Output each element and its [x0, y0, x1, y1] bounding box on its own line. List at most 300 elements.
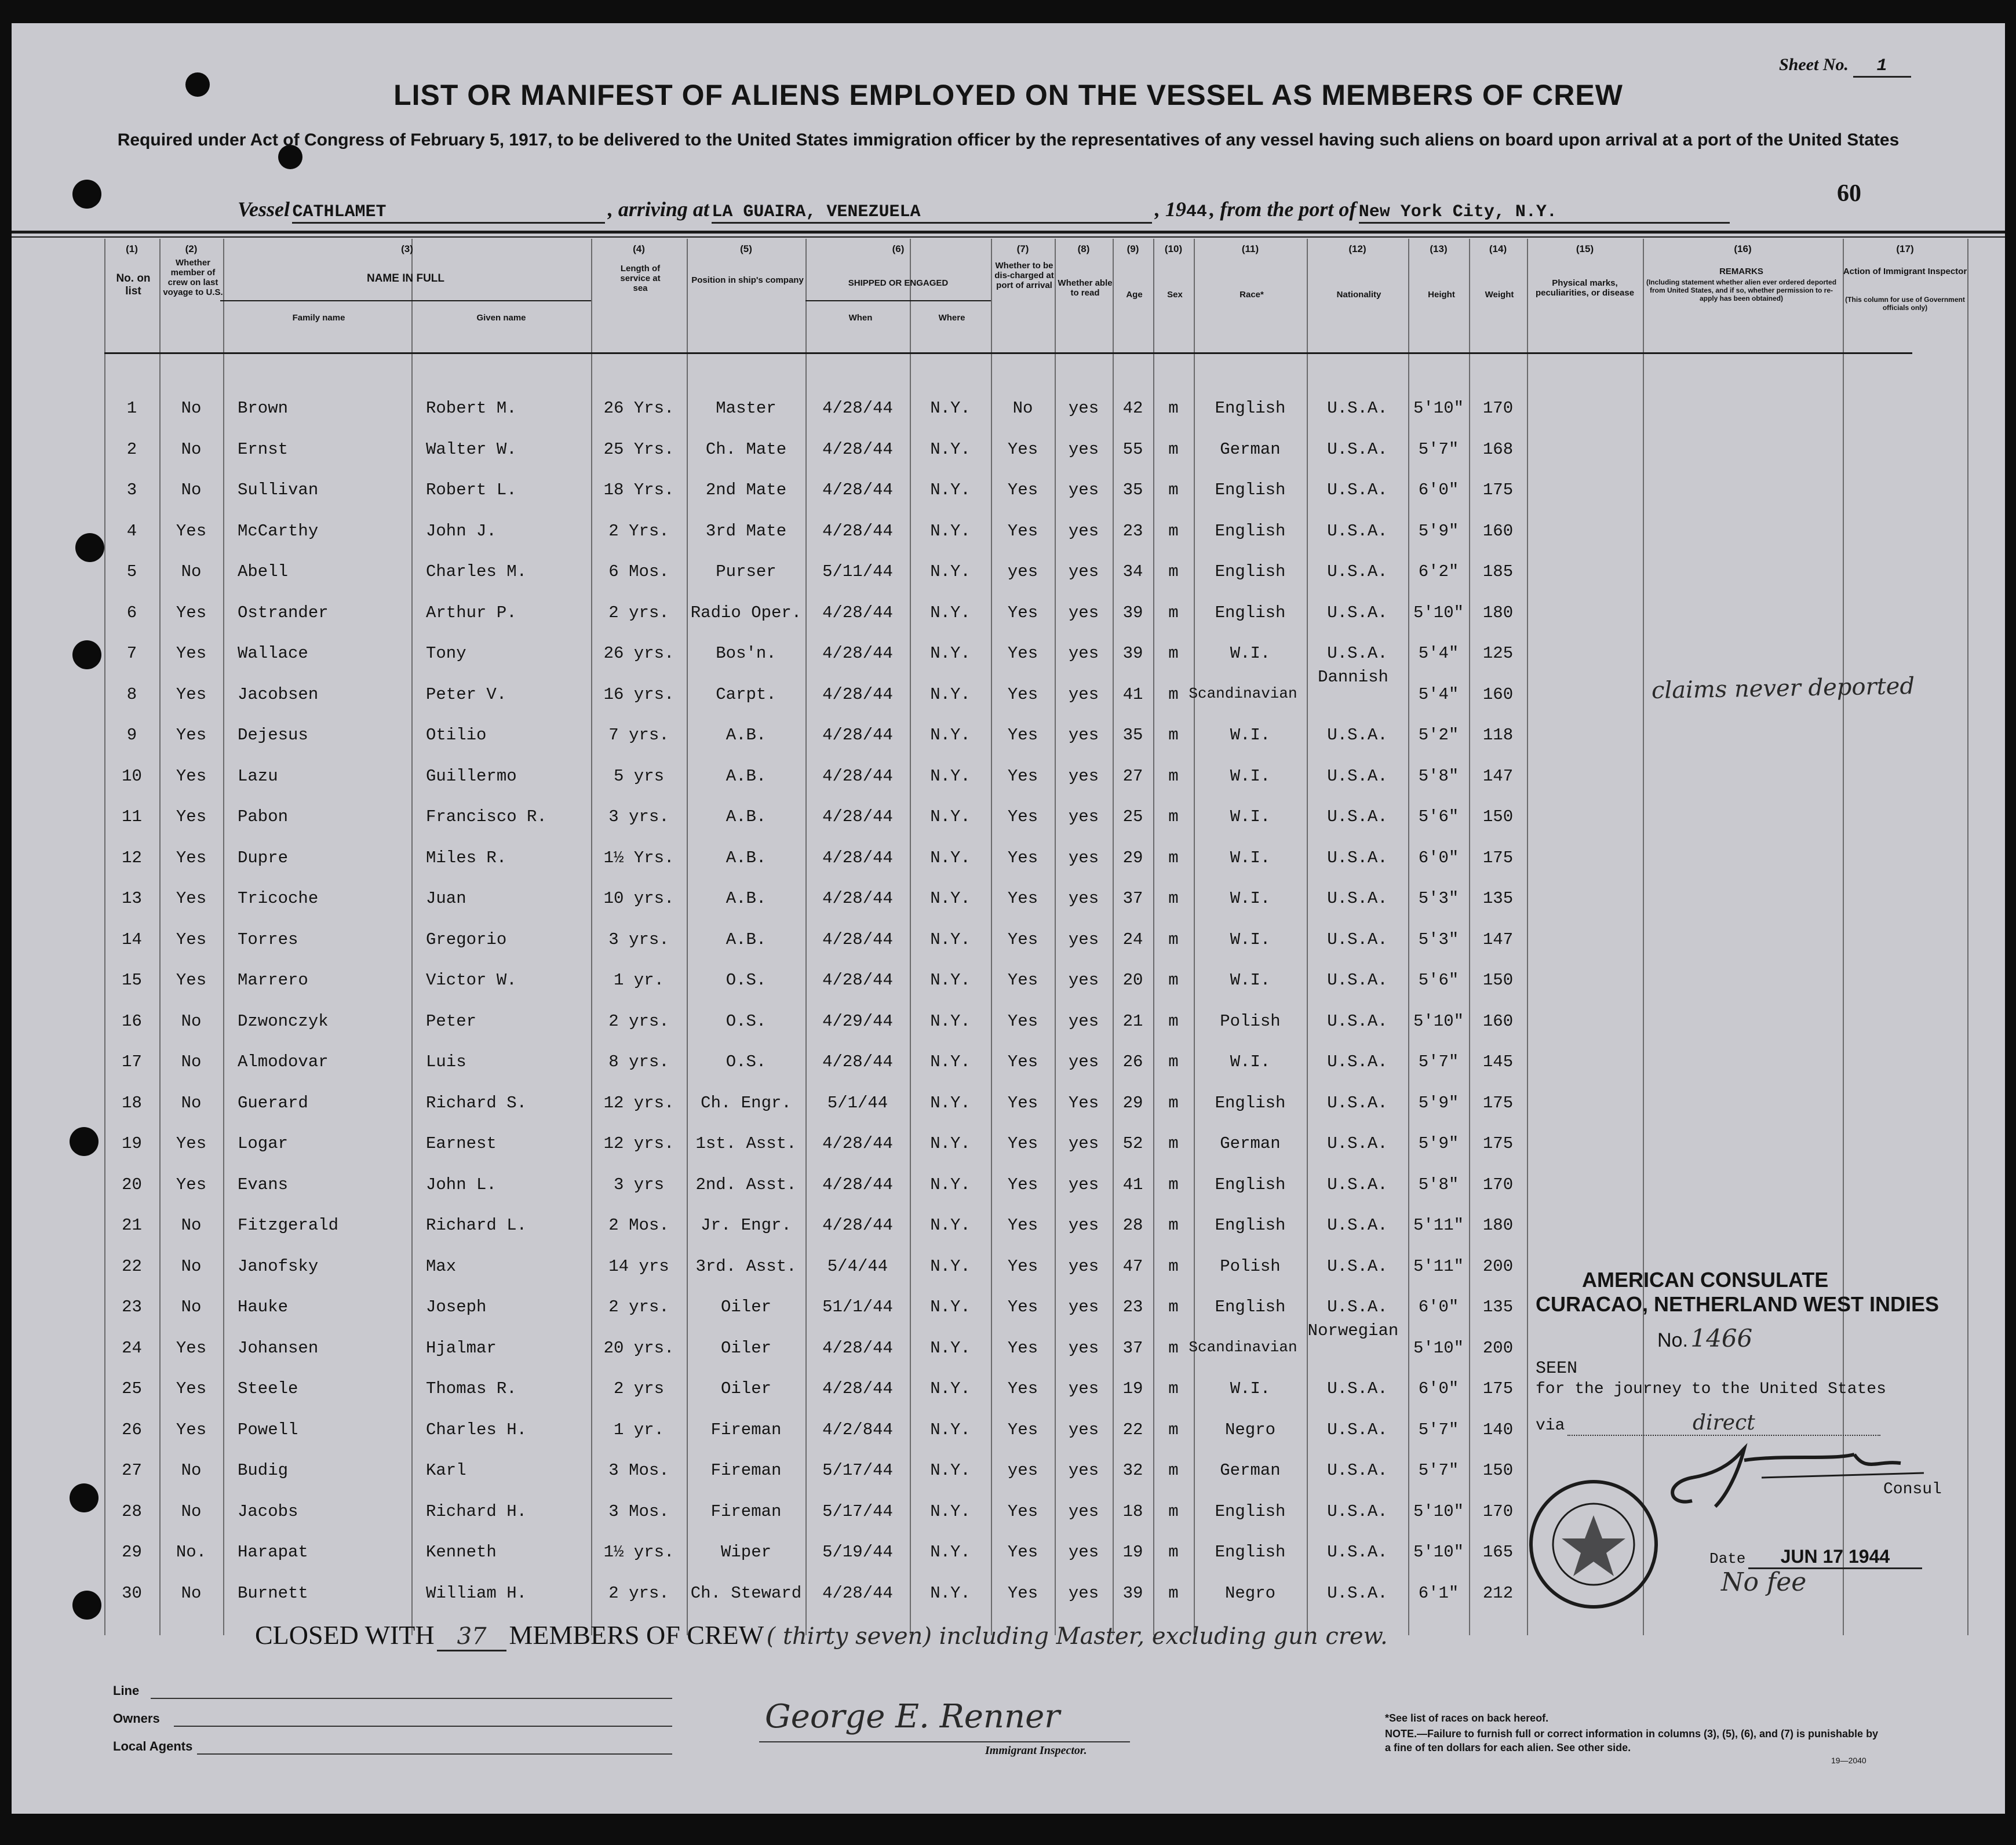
discharged: Yes: [1007, 1052, 1038, 1071]
family-name: Harapat: [238, 1543, 308, 1562]
height: 5'9": [1418, 521, 1459, 541]
weight: 147: [1482, 766, 1514, 786]
service-length: 2 yrs.: [608, 1297, 669, 1317]
prior-voyage: No.: [176, 1543, 207, 1562]
discharged: Yes: [1007, 1583, 1038, 1603]
header-nationality: Nationality: [1336, 290, 1381, 300]
height: 5'6": [1418, 807, 1459, 826]
shipped-when: 4/28/44: [822, 1052, 893, 1071]
weight: 180: [1482, 603, 1514, 622]
given-name: Karl: [426, 1461, 466, 1480]
sex: m: [1168, 889, 1179, 908]
weight: 170: [1482, 1175, 1514, 1194]
sex: m: [1168, 684, 1179, 704]
given-name: Francisco R.: [426, 807, 547, 826]
height: 5'4": [1418, 684, 1459, 704]
consulate-number-value: 1466: [1690, 1324, 1753, 1352]
race: English: [1215, 603, 1286, 622]
height: 5'7": [1418, 1420, 1459, 1439]
shipped-where: N.Y.: [930, 562, 971, 581]
table-row: [12, 803, 2005, 837]
shipped-where: N.Y.: [930, 1501, 971, 1521]
row-number: 30: [122, 1583, 142, 1603]
shipped-when: 5/17/44: [822, 1501, 893, 1521]
voyage-year: 44: [1186, 202, 1207, 222]
service-length: 8 yrs.: [608, 1052, 669, 1071]
column-number: (16): [1734, 243, 1752, 254]
position: Fireman: [710, 1501, 782, 1521]
discharged: Yes: [1007, 1420, 1038, 1439]
shipped-where: N.Y.: [930, 399, 971, 418]
line-label: Line: [113, 1683, 140, 1698]
race: W.I.: [1230, 644, 1271, 663]
discharged: Yes: [1007, 684, 1038, 704]
able-to-read: yes: [1068, 1461, 1099, 1480]
table-row: [12, 394, 2005, 429]
family-name: Jacobs: [238, 1501, 298, 1521]
column-number: (7): [1016, 243, 1029, 254]
position: Oiler: [720, 1297, 771, 1317]
sheet-number-label: Sheet No.: [1779, 55, 1849, 74]
column-number: (13): [1430, 243, 1448, 254]
family-name: Guerard: [238, 1093, 308, 1113]
able-to-read: yes: [1068, 399, 1099, 418]
discharged: Yes: [1007, 1011, 1038, 1031]
race: English: [1215, 1175, 1286, 1194]
discharged: yes: [1007, 562, 1038, 581]
weight: 150: [1482, 971, 1514, 990]
shipped-when: 4/28/44: [822, 725, 893, 745]
position: O.S.: [726, 1052, 767, 1071]
position: O.S.: [726, 971, 767, 990]
race: German: [1220, 1134, 1281, 1153]
family-name: Tricoche: [238, 889, 319, 908]
form-code: 19—2040: [1831, 1756, 1866, 1765]
prior-voyage: No: [181, 1501, 202, 1521]
given-name: Luis: [426, 1052, 466, 1071]
inspector-signature: George E. Renner: [765, 1698, 1060, 1735]
discharged: Yes: [1007, 1338, 1038, 1358]
age: 39: [1122, 603, 1143, 622]
age: 52: [1122, 1134, 1143, 1153]
consulate-seal: [1524, 1475, 1663, 1614]
age: 28: [1122, 1216, 1143, 1235]
header-when: When: [848, 313, 873, 323]
prior-voyage: Yes: [176, 725, 207, 745]
service-length: 14 yrs: [608, 1256, 669, 1276]
shipped-when: 4/28/44: [822, 1379, 893, 1398]
prior-voyage: No: [181, 399, 202, 418]
position: O.S.: [726, 1011, 767, 1031]
date-label: Date: [1709, 1550, 1746, 1567]
position: Jr. Engr.: [701, 1216, 792, 1235]
nationality: U.S.A.: [1327, 1379, 1388, 1398]
table-row: [12, 1171, 2005, 1205]
family-name: Johansen: [238, 1338, 319, 1358]
row-number: 1: [126, 399, 137, 418]
sex: m: [1168, 1175, 1179, 1194]
header-bottom-rule: [104, 352, 1912, 354]
height: 6'0": [1418, 480, 1459, 499]
service-length: 18 Yrs.: [603, 480, 675, 499]
height: 5'9": [1418, 1093, 1459, 1113]
age: 39: [1122, 1583, 1143, 1603]
header-length-service: Length of service at sea: [620, 264, 661, 293]
sex: m: [1168, 480, 1179, 499]
row-number: 9: [126, 725, 137, 745]
age: 39: [1122, 644, 1143, 663]
weight: 200: [1482, 1256, 1514, 1276]
shipped-where: N.Y.: [930, 1583, 971, 1603]
able-to-read: yes: [1068, 1052, 1099, 1071]
sex: m: [1168, 644, 1179, 663]
able-to-read: yes: [1068, 807, 1099, 826]
header-discharged: Whether to be dis-charged at port of arrival: [994, 261, 1054, 290]
sex: m: [1168, 521, 1179, 541]
table-row: [12, 476, 2005, 511]
age: 22: [1122, 1420, 1143, 1439]
service-length: 7 yrs.: [608, 725, 669, 745]
nationality: U.S.A.: [1327, 603, 1388, 622]
age: 18: [1122, 1501, 1143, 1521]
voyage-line: [238, 197, 1730, 224]
given-name: Peter: [426, 1011, 477, 1031]
sex: m: [1168, 399, 1179, 418]
given-name: Arthur P.: [426, 603, 517, 622]
table-row: [12, 925, 2005, 960]
column-number: (8): [1077, 243, 1090, 254]
race: English: [1215, 1216, 1286, 1235]
sex: m: [1168, 1256, 1179, 1276]
age: 24: [1122, 929, 1143, 949]
family-name: Marrero: [238, 971, 308, 990]
consul-signature: [1657, 1437, 1935, 1518]
header-family-name: Family name: [292, 313, 345, 323]
able-to-read: yes: [1068, 929, 1099, 949]
sex: m: [1168, 807, 1179, 826]
age: 55: [1122, 439, 1143, 459]
age: 47: [1122, 1256, 1143, 1276]
family-name: Torres: [238, 929, 298, 949]
able-to-read: yes: [1068, 725, 1099, 745]
column-number: (2): [185, 243, 198, 254]
vessel-name: CATHLAMET: [292, 202, 605, 224]
service-length: 2 yrs.: [608, 603, 669, 622]
row-number: 26: [122, 1420, 142, 1439]
shipped-when: 4/28/44: [822, 889, 893, 908]
height: 5'10": [1413, 1011, 1464, 1031]
shipped-when: 4/28/44: [822, 644, 893, 663]
race: German: [1220, 439, 1281, 459]
height: 6'0": [1418, 1379, 1459, 1398]
date-value: JUN 17 1944: [1748, 1546, 1922, 1569]
closing-prefix: CLOSED WITH: [255, 1620, 435, 1650]
race: W.I.: [1230, 971, 1271, 990]
from-port-label: , from the port of: [1209, 198, 1357, 221]
row-number: 17: [122, 1052, 142, 1071]
nationality: U.S.A.: [1327, 644, 1388, 663]
year-label: , 19: [1154, 198, 1186, 221]
prior-voyage: No: [181, 1093, 202, 1113]
table-row: [12, 1579, 2005, 1614]
discharged: Yes: [1007, 1216, 1038, 1235]
service-length: 5 yrs: [613, 766, 664, 786]
family-name: Hauke: [238, 1297, 289, 1317]
age: 37: [1122, 889, 1143, 908]
able-to-read: yes: [1068, 480, 1099, 499]
given-name: Charles H.: [426, 1420, 527, 1439]
sex: m: [1168, 1011, 1179, 1031]
manifest-sheet: [12, 23, 2005, 1814]
row-number: 11: [122, 807, 142, 826]
table-row: [12, 762, 2005, 797]
table-row: [12, 1538, 2005, 1573]
service-length: 6 Mos.: [608, 562, 669, 581]
shipped-when: 5/1/44: [827, 1093, 888, 1113]
able-to-read: yes: [1068, 1011, 1099, 1031]
shipped-where: N.Y.: [930, 725, 971, 745]
races-note: *See list of races on back hereof.: [1385, 1712, 1549, 1724]
age: 21: [1122, 1011, 1143, 1031]
remark-row-8: claims never deported: [1651, 673, 1915, 704]
header-position: Position in ship's company: [691, 275, 804, 285]
given-name: Miles R.: [426, 848, 507, 867]
able-to-read: yes: [1068, 1134, 1099, 1153]
service-length: 1 yr.: [613, 1420, 664, 1439]
prior-voyage: Yes: [176, 1338, 207, 1358]
prior-voyage: No: [181, 562, 202, 581]
service-length: 12 yrs.: [603, 1134, 675, 1153]
row-number: 23: [122, 1297, 142, 1317]
able-to-read: yes: [1068, 1175, 1099, 1194]
able-to-read: yes: [1068, 439, 1099, 459]
discharged: Yes: [1007, 603, 1038, 622]
position: Fireman: [710, 1461, 782, 1480]
discharged: Yes: [1007, 725, 1038, 745]
position: A.B.: [726, 725, 767, 745]
given-name: Walter W.: [426, 439, 517, 459]
prior-voyage: Yes: [176, 1420, 207, 1439]
service-length: 1½ Yrs.: [603, 848, 675, 867]
shipped-where: N.Y.: [930, 1093, 971, 1113]
shipped-where: N.Y.: [930, 1379, 971, 1398]
age: 35: [1122, 480, 1143, 499]
height: 5'10": [1413, 603, 1464, 622]
race: English: [1215, 1543, 1286, 1562]
header-weight: Weight: [1485, 290, 1514, 300]
table-row: [12, 1211, 2005, 1246]
prior-voyage: Yes: [176, 848, 207, 867]
position: 2nd Mate: [705, 480, 787, 499]
sex: m: [1168, 1052, 1179, 1071]
nationality: U.S.A.: [1327, 889, 1388, 908]
able-to-read: yes: [1068, 1216, 1099, 1235]
row-number: 4: [126, 521, 137, 541]
position: A.B.: [726, 766, 767, 786]
shipped-where: N.Y.: [930, 971, 971, 990]
row-number: 6: [126, 603, 137, 622]
header-race: Race*: [1240, 290, 1264, 300]
discharged: Yes: [1007, 521, 1038, 541]
prior-voyage: Yes: [176, 1379, 207, 1398]
table-row: [12, 435, 2005, 470]
header-given-name: Given name: [476, 313, 526, 323]
age: 26: [1122, 1052, 1143, 1071]
nationality: U.S.A.: [1327, 1093, 1388, 1113]
shipped-when: 4/28/44: [822, 480, 893, 499]
height: 5'11": [1413, 1256, 1464, 1276]
height: 5'6": [1418, 971, 1459, 990]
arrival-port: LA GUAIRA, VENEZUELA: [712, 202, 1152, 224]
family-name: Dzwonczyk: [238, 1011, 329, 1031]
discharged: Yes: [1007, 848, 1038, 867]
family-name: Burnett: [238, 1583, 308, 1603]
family-name: Janofsky: [238, 1256, 319, 1276]
table-row: [12, 557, 2005, 592]
column-number: (14): [1489, 243, 1507, 254]
position: Ch. Engr.: [701, 1093, 792, 1113]
family-name: Powell: [238, 1420, 298, 1439]
service-length: 3 yrs: [613, 1175, 664, 1194]
discharged: Yes: [1007, 1134, 1038, 1153]
nationality: U.S.A.: [1327, 807, 1388, 826]
position: Radio Oper.: [690, 603, 802, 622]
age: 19: [1122, 1379, 1143, 1398]
shipped-when: 4/28/44: [822, 929, 893, 949]
via-value: direct: [1567, 1411, 1880, 1436]
column-number: (3): [401, 243, 413, 254]
column-number: (10): [1164, 243, 1183, 254]
shipped-where: N.Y.: [930, 1420, 971, 1439]
name-header-rule: [220, 300, 591, 301]
family-name: Budig: [238, 1461, 289, 1480]
sheet-number: [1779, 55, 1911, 78]
able-to-read: yes: [1068, 1583, 1099, 1603]
nationality: Dannish: [1318, 667, 1388, 687]
height: 5'4": [1418, 644, 1459, 663]
column-number: (9): [1127, 243, 1139, 254]
shipped-where: N.Y.: [930, 521, 971, 541]
header-age: Age: [1126, 290, 1143, 300]
line-rule: [151, 1698, 672, 1699]
race: Scandinavian: [1189, 1338, 1297, 1356]
prior-voyage: Yes: [176, 971, 207, 990]
position: 1st. Asst.: [695, 1134, 797, 1153]
discharged: Yes: [1007, 1175, 1038, 1194]
shipped-where: N.Y.: [930, 603, 971, 622]
nationality: U.S.A.: [1327, 1134, 1388, 1153]
shipped-when: 4/28/44: [822, 1216, 893, 1235]
position: Ch. Steward: [690, 1583, 802, 1603]
row-number: 27: [122, 1461, 142, 1480]
race: Polish: [1220, 1256, 1281, 1276]
service-length: 25 Yrs.: [603, 439, 675, 459]
shipped-where: N.Y.: [930, 1461, 971, 1480]
table-top-rule: [12, 236, 2005, 238]
shipped-where: N.Y.: [930, 848, 971, 867]
given-name: Charles M.: [426, 562, 527, 581]
family-name: Steele: [238, 1379, 298, 1398]
family-name: Dupre: [238, 848, 289, 867]
via-line: [1536, 1411, 1880, 1436]
shipped-where: N.Y.: [930, 766, 971, 786]
given-name: Earnest: [426, 1134, 497, 1153]
age: 29: [1122, 1093, 1143, 1113]
position: 2nd. Asst.: [695, 1175, 797, 1194]
sex: m: [1168, 603, 1179, 622]
prior-voyage: Yes: [176, 766, 207, 786]
service-length: 20 yrs.: [603, 1338, 675, 1358]
row-number: 19: [122, 1134, 142, 1153]
height: 5'8": [1418, 1175, 1459, 1194]
shipped-when: 4/28/44: [822, 766, 893, 786]
shipped-where: N.Y.: [930, 480, 971, 499]
race: English: [1215, 1501, 1286, 1521]
row-number: 29: [122, 1543, 142, 1562]
prior-voyage: Yes: [176, 603, 207, 622]
discharged: No: [1012, 399, 1033, 418]
family-name: Dejesus: [238, 725, 308, 745]
weight: 180: [1482, 1216, 1514, 1235]
header-sex: Sex: [1167, 290, 1183, 300]
race: W.I.: [1230, 848, 1271, 867]
row-number: 24: [122, 1338, 142, 1358]
height: 5'9": [1418, 1134, 1459, 1153]
weight: 175: [1482, 1379, 1514, 1398]
shipped-when: 4/28/44: [822, 1583, 893, 1603]
weight: 135: [1482, 1297, 1514, 1317]
given-name: John J.: [426, 521, 497, 541]
table-row: [12, 966, 2005, 1001]
owners-label: Owners: [113, 1711, 160, 1726]
able-to-read: yes: [1068, 848, 1099, 867]
discharged: Yes: [1007, 971, 1038, 990]
given-name: Joseph: [426, 1297, 487, 1317]
nationality: U.S.A.: [1327, 929, 1388, 949]
age: 37: [1122, 1338, 1143, 1358]
position: Purser: [716, 562, 776, 581]
seen-label: SEEN: [1536, 1359, 1578, 1379]
race: English: [1215, 521, 1286, 541]
consul-label: Consul: [1883, 1481, 1942, 1498]
height: 5'3": [1418, 889, 1459, 908]
sex: m: [1168, 1461, 1179, 1480]
header-remarks-note: (Including statement whether alien ever ordered deported from United States, and if so, whether permission to re-apply has been obtained): [1646, 278, 1837, 302]
shipped-where: N.Y.: [930, 889, 971, 908]
prior-voyage: No: [181, 1297, 202, 1317]
height: 5'7": [1418, 439, 1459, 459]
position: A.B.: [726, 848, 767, 867]
service-length: 10 yrs.: [603, 889, 675, 908]
row-number: 8: [126, 684, 137, 704]
weight: 185: [1482, 562, 1514, 581]
nationality: U.S.A.: [1327, 971, 1388, 990]
family-name: Lazu: [238, 766, 278, 786]
race: English: [1215, 480, 1286, 499]
weight: 118: [1482, 725, 1514, 745]
race: W.I.: [1230, 1052, 1271, 1071]
date-line: [1709, 1546, 1922, 1569]
height: 5'3": [1418, 929, 1459, 949]
able-to-read: yes: [1068, 971, 1099, 990]
via-label: via: [1536, 1417, 1565, 1435]
inspector-rule: [759, 1741, 1130, 1742]
discharged: Yes: [1007, 1256, 1038, 1276]
prior-voyage: Yes: [176, 684, 207, 704]
prior-voyage: Yes: [176, 1134, 207, 1153]
consulate-number-label: No.: [1657, 1329, 1688, 1351]
column-number: (17): [1896, 243, 1914, 254]
